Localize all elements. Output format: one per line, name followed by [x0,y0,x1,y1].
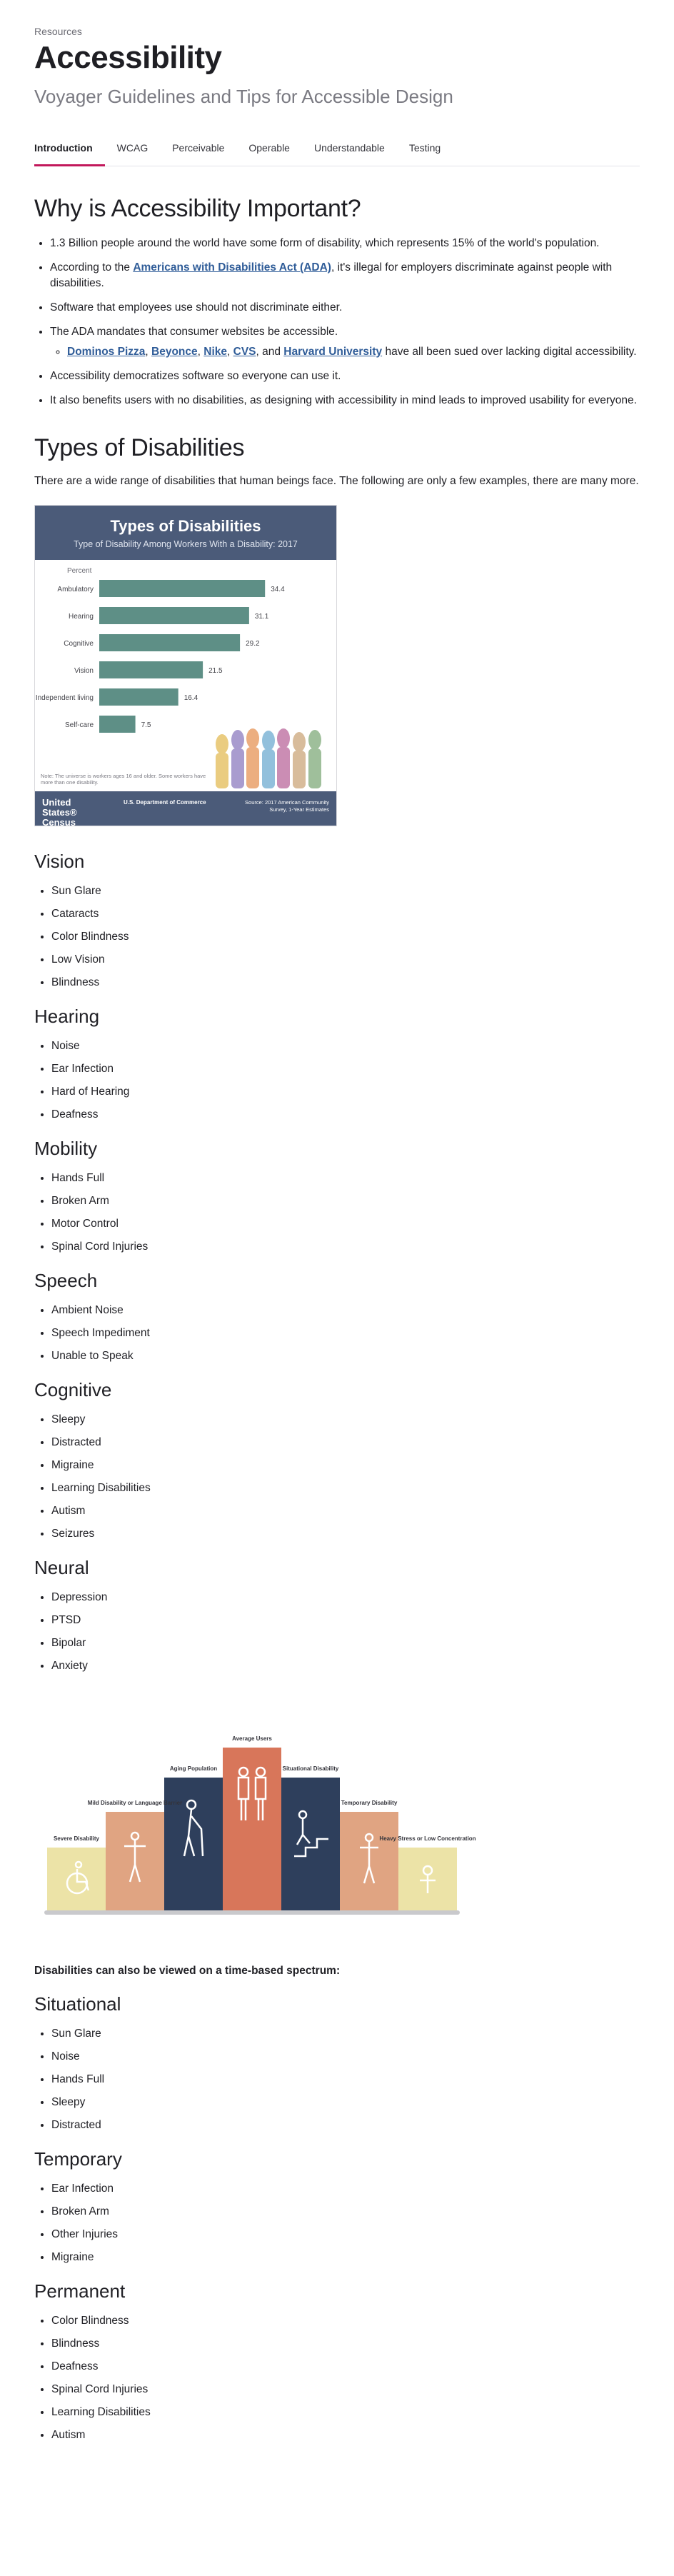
spectrum-svg [34,1706,476,1942]
group-list [34,1408,640,1545]
list-item: • Learning Disabilities [51,2401,640,2424]
list-item: • Broken Arm [51,2200,640,2223]
list-item: • Bipolar [51,1632,640,1655]
nike-link[interactable]: Nike [203,346,228,358]
person-figure [308,730,321,750]
bar-value-label: 31.1 [254,613,269,621]
group-heading-vision: Vision [34,851,85,872]
person-figure [308,748,321,788]
bar-category-label: Self-care [64,721,94,729]
tab-introduction[interactable]: Introduction [34,134,105,166]
group-heading-temporary: Temporary [34,2148,122,2170]
spectrum-label-severe: Severe Disability [53,1835,100,1842]
list-item: • Ear Infection [51,1058,640,1081]
group-list [34,1586,640,1678]
list-item: • Hands Full [51,1167,640,1190]
list-item: • Deafness [51,2355,640,2378]
tab-operable[interactable]: Operable [248,142,290,154]
page-subtitle: Voyager Guidelines and Tips for Accessible Design [34,86,453,107]
list-item: • Noise [51,2045,640,2068]
person-figure [231,748,244,788]
group-list [34,1167,640,1258]
time-spectrum-lead: Disabilities can also be viewed on a time-based spectrum: [34,1965,341,1977]
list-item: • Migraine [51,1454,640,1477]
list-item: • Autism [51,2424,640,2447]
bar-cognitive [99,634,240,651]
list-item: • Sleepy [51,2091,640,2114]
why-heading: Why is Accessibility Important? [34,195,361,222]
why-item: • Software that employees use should not discriminate either. [50,300,640,316]
list-item: • Blindness [51,971,640,994]
bar-category-label: Cognitive [64,640,94,648]
list-item: • Distracted [51,2114,640,2137]
group-list [34,1299,640,1368]
list-item: • Distracted [51,1431,640,1454]
group-list [34,2310,640,2447]
spectrum-label-temporary: Temporary Disability [341,1800,398,1806]
bar-category-label: Independent living [35,694,94,702]
axis-label: Percent [67,567,92,575]
bar-value-label: 21.5 [208,667,223,675]
list-item: • Ambient Noise [51,1299,640,1322]
why-item-text: , it's illegal for employers discriminate against people with disabilities. [50,261,613,289]
why-item-text: The ADA mandates that consumer websites be accessible. [50,326,338,338]
separator: , [227,346,233,358]
person-figure [246,747,259,788]
list-item: • Other Injuries [51,2223,640,2246]
census-chart-subtitle: Type of Disability Among Workers With a Disability: 2017 [74,539,298,549]
list-item: • Broken Arm [51,1190,640,1213]
spectrum-illustration [34,1706,476,1942]
spectrum-column [164,1778,223,1912]
tab-perceivable[interactable]: Perceivable [172,142,225,154]
group-list [34,1035,640,1126]
person-figure [277,728,290,748]
list-item: • Autism [51,1500,640,1523]
census-chart [34,505,337,838]
list-item: • Sun Glare [51,880,640,903]
bar-category-label: Vision [74,667,94,675]
page-title: Accessibility [34,40,222,75]
person-figure [262,749,275,788]
dominos-link[interactable]: Dominos Pizza [67,346,146,358]
why-list [34,236,640,409]
tab-wcag[interactable]: WCAG [116,142,149,154]
why-item-text: According to the [50,261,134,274]
census-dept: U.S. Department of Commerce [124,799,206,806]
person-figure [277,747,290,788]
census-bar-plot [35,560,336,791]
tab-bar [34,134,640,166]
list-item: • Hands Full [51,2068,640,2091]
census-chart-title: Types of Disabilities [110,517,261,535]
list-item: • Speech Impediment [51,1322,640,1345]
list-item: • Seizures [51,1523,640,1545]
list-item: • Spinal Cord Injuries [51,1236,640,1258]
list-item: • Blindness [51,2332,640,2355]
list-item: • Spinal Cord Injuries [51,2378,640,2401]
person-figure [231,730,244,750]
breadcrumb[interactable]: Resources [34,26,82,37]
bar-independent-living [99,688,178,706]
ada-link[interactable]: Americans with Disabilities Act (ADA) [133,261,331,274]
list-item: • Unable to Speak [51,1345,640,1368]
spectrum-label-mild: Mild Disability or Language Barrier [87,1800,183,1806]
bar-value-label: 34.4 [271,586,285,593]
bar-value-label: 7.5 [141,721,151,729]
lawsuit-item [67,344,640,360]
cvs-link[interactable]: CVS [233,346,256,358]
group-heading-mobility: Mobility [34,1138,98,1159]
list-item: • Anxiety [51,1655,640,1678]
separator: , [197,346,204,358]
census-logo: United States® Census Bureau [42,797,77,838]
tab-understandable[interactable]: Understandable [313,142,385,154]
list-item: • Deafness [51,1103,640,1126]
page-header [34,0,640,108]
group-list [34,880,640,994]
lawsuit-text: have all been sued over lacking digital accessibility. [382,346,637,358]
bar-hearing [99,607,249,624]
bar-category-label: Hearing [68,613,94,621]
spectrum-label-situational: Situational Disability [282,1765,339,1772]
lawsuit-sublist [50,344,640,360]
person-figure [293,751,306,788]
spectrum-label-aging: Aging Population [169,1765,218,1772]
census-note-wrapper [41,773,219,791]
why-item [50,260,640,291]
time-spectrum-groups [34,1993,640,2447]
people-illustration [216,728,321,788]
bar-ambulatory [99,580,265,597]
bar-value-label: 16.4 [183,694,198,702]
bar-category-label: Ambulatory [57,586,94,593]
group-heading-permanent: Permanent [34,2280,126,2302]
census-source: Source: 2017 American Community Survey, 1-Year Estimates [245,799,329,813]
why-item [50,324,640,360]
group-heading-neural: Neural [34,1557,89,1578]
why-item: • 1.3 Billion people around the world have some form of disability, which represents 15% of the world's population. [50,236,640,251]
list-item: • Sun Glare [51,2023,640,2045]
separator: , and [256,346,284,358]
beyonce-link[interactable]: Beyonce [151,346,198,358]
group-heading-hearing: Hearing [34,1006,100,1027]
list-item: • Motor Control [51,1213,640,1236]
person-figure [246,728,259,748]
census-note: Note: The universe is workers ages 16 and older. Some workers have more than one disability. [41,773,206,786]
list-item: • Noise [51,1035,640,1058]
disability-groups [34,851,640,1678]
person-figure [293,732,306,752]
census-chart-header [35,506,336,560]
group-heading-situational: Situational [34,1993,121,2015]
list-item: • Learning Disabilities [51,1477,640,1500]
list-item: • Color Blindness [51,926,640,948]
spectrum-label-average: Average Users [232,1735,272,1742]
why-item: • Accessibility democratizes software so everyone can use it. [50,369,640,384]
types-heading: Types of Disabilities [34,434,245,461]
list-item: • Migraine [51,2246,640,2269]
census-footer [35,791,336,838]
group-heading-speech: Speech [34,1270,98,1291]
bar-self-care [99,716,136,733]
spectrum-baseline [44,1910,460,1915]
spectrum-column [281,1778,340,1912]
list-item: • Depression [51,1586,640,1609]
why-item: • It also benefits users with no disabilities, as designing with accessibility in mind leads to improved usability for everyone. [50,393,640,409]
tab-testing[interactable]: Testing [408,142,441,154]
list-item: • Hard of Hearing [51,1081,640,1103]
list-item: • Low Vision [51,948,640,971]
bar-value-label: 29.2 [246,640,260,648]
types-intro: There are a wide range of disabilities that human beings face. The following are only a few examples, there are many more. [34,475,639,487]
spectrum-label-stress: Heavy Stress or Low Concentration [379,1835,476,1842]
group-heading-cognitive: Cognitive [34,1379,112,1400]
person-figure [262,731,275,751]
list-item: • Color Blindness [51,2310,640,2332]
list-item: • Cataracts [51,903,640,926]
bar-vision [99,661,203,678]
person-figure [216,734,228,754]
list-item: • Sleepy [51,1408,640,1431]
list-item: • Ear Infection [51,2177,640,2200]
group-list [34,2023,640,2137]
spectrum-column [223,1748,281,1912]
harvard-link[interactable]: Harvard University [283,346,383,358]
separator: , [145,346,152,358]
list-item: • PTSD [51,1609,640,1632]
group-list [34,2177,640,2269]
